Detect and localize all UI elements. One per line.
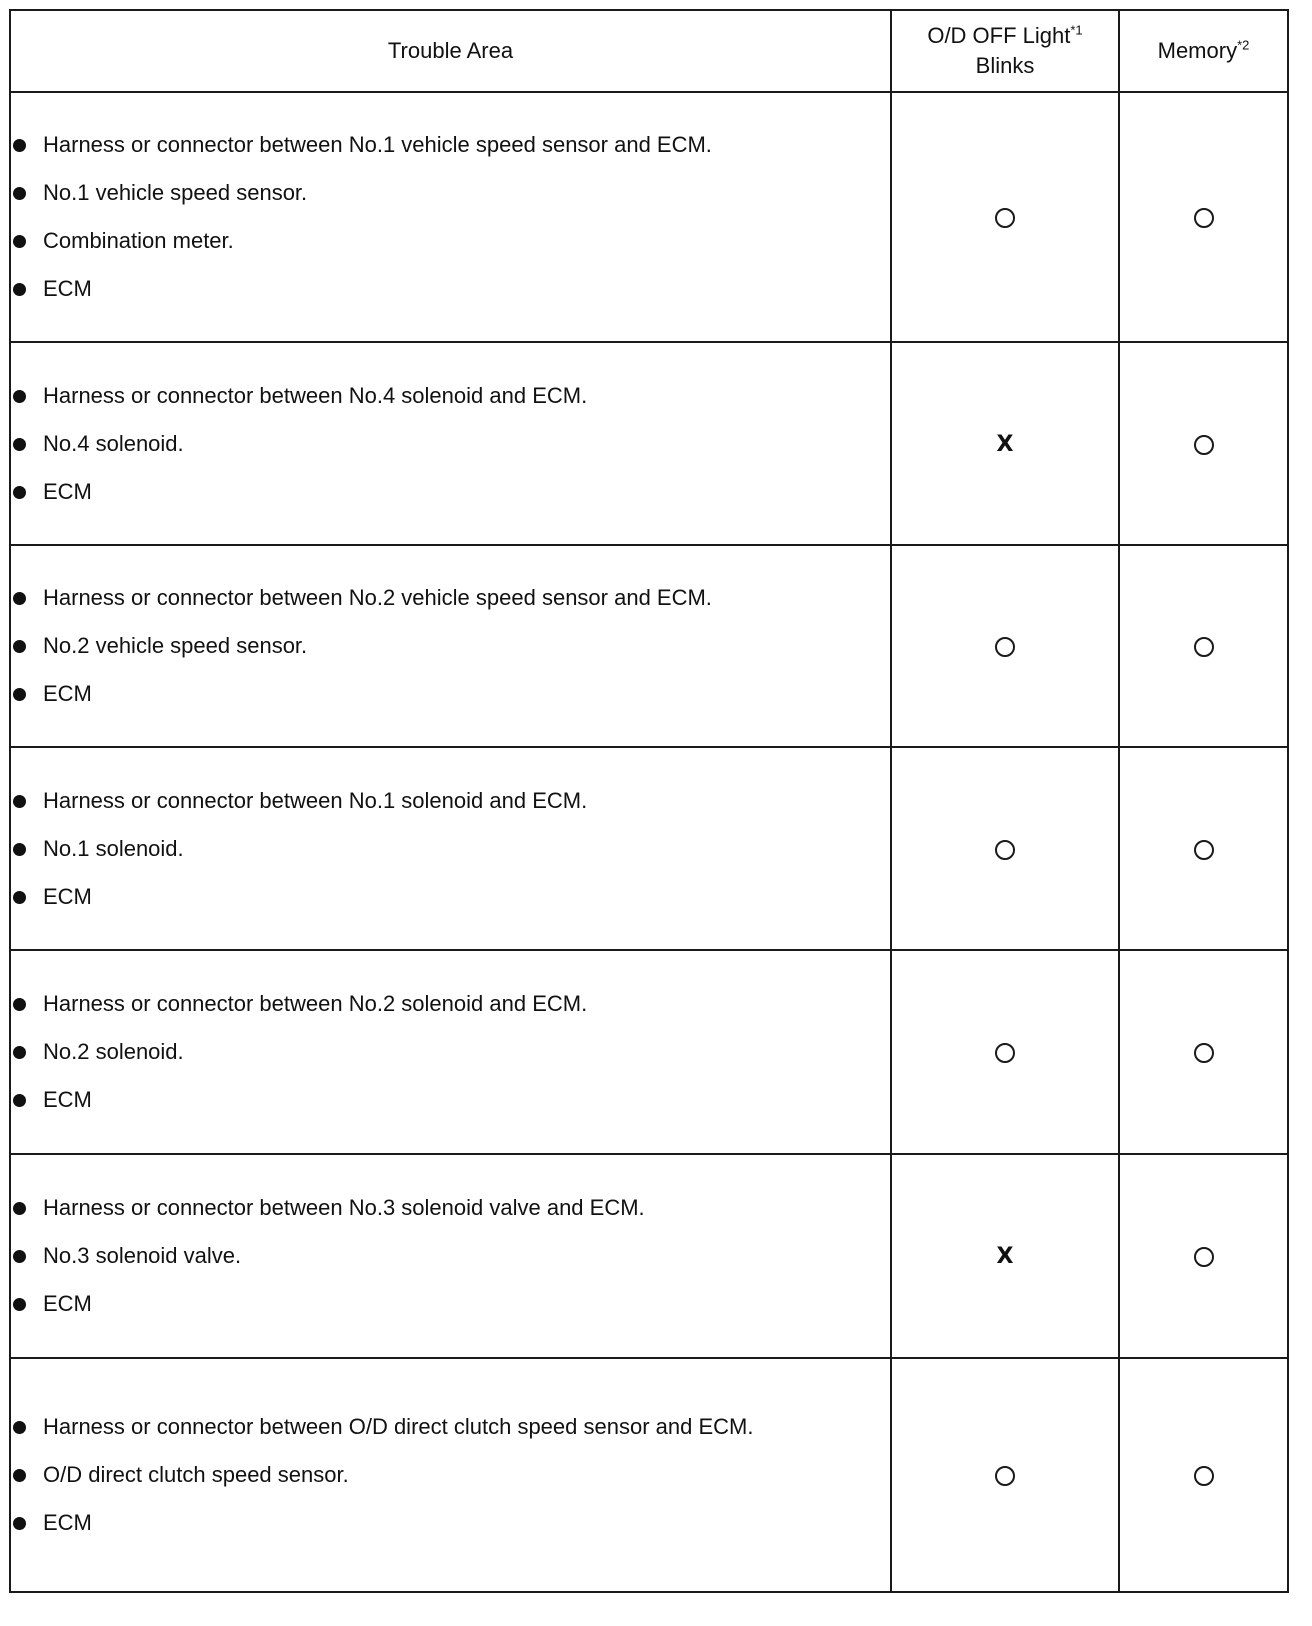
trouble-area-list (11, 121, 890, 313)
list-item-text: ECM (43, 883, 92, 909)
bullet-icon (13, 438, 26, 451)
x-mark: X (996, 1244, 1014, 1269)
x-mark: X (996, 431, 1014, 457)
od-off-light-cell (891, 545, 1119, 747)
header-trouble-area-label: Trouble Area (387, 38, 514, 63)
circle-icon (1194, 435, 1214, 455)
list-item (11, 169, 890, 217)
bullet-icon (13, 998, 26, 1011)
bullet-icon (13, 1421, 26, 1434)
trouble-area-cell (10, 545, 891, 747)
bullet-icon (13, 843, 26, 856)
circle-icon (1194, 1466, 1214, 1486)
table-header-row (10, 10, 1288, 92)
table-row (10, 1154, 1288, 1358)
bullet-icon (13, 1202, 26, 1215)
bullet-icon (13, 1298, 26, 1311)
od-off-light-cell (891, 1358, 1119, 1592)
circle-icon (1194, 637, 1214, 657)
bullet-icon (13, 688, 26, 701)
circle-icon (1194, 208, 1214, 228)
trouble-table-sheet (9, 9, 1287, 1613)
od-off-light-cell (891, 950, 1119, 1154)
memory-cell (1119, 1358, 1288, 1592)
circle-icon (995, 1466, 1015, 1486)
header-trouble-area (10, 10, 891, 92)
list-item (11, 873, 890, 921)
header-od-line1: O/D OFF Light (927, 23, 1071, 48)
list-item (11, 420, 890, 468)
memory-cell (1119, 747, 1288, 950)
trouble-area-cell (10, 342, 891, 545)
list-item (11, 1280, 890, 1328)
list-item (11, 1184, 890, 1232)
trouble-area-list (11, 574, 890, 718)
od-off-light-cell (891, 747, 1119, 950)
circle-icon (1194, 1043, 1214, 1063)
bullet-icon (13, 390, 26, 403)
table-row (10, 342, 1288, 545)
list-item-text: ECM (43, 478, 92, 504)
circle-icon (1194, 1247, 1214, 1267)
trouble-area-table (9, 9, 1289, 1593)
list-item-text: No.3 solenoid valve. (43, 1243, 242, 1268)
bullet-icon (13, 139, 26, 152)
list-item (11, 670, 890, 718)
trouble-area-list (11, 1184, 890, 1328)
bullet-icon (13, 486, 26, 499)
bullet-icon (13, 640, 26, 653)
circle-icon (1194, 840, 1214, 860)
header-memory-footnote: *2 (1237, 37, 1250, 53)
bullet-icon (13, 1094, 26, 1107)
trouble-area-list (11, 1403, 890, 1547)
list-item-text: Combination meter. (43, 228, 234, 253)
list-item (11, 1076, 890, 1124)
bullet-icon (13, 235, 26, 248)
bullet-icon (13, 1469, 26, 1482)
trouble-area-cell (10, 92, 891, 342)
list-item (11, 121, 890, 169)
circle-icon (995, 208, 1015, 228)
header-memory-label: Memory (1157, 38, 1238, 63)
list-item-text: ECM (43, 1291, 92, 1316)
list-item (11, 1232, 890, 1280)
circle-icon (995, 1043, 1015, 1063)
list-item (11, 217, 890, 265)
od-off-light-cell (891, 342, 1119, 545)
list-item (11, 372, 890, 420)
memory-cell (1119, 92, 1288, 342)
memory-cell (1119, 950, 1288, 1154)
list-item-text: Harness or connector between O/D direct clutch speed sensor and ECM. (43, 1414, 754, 1439)
header-od-footnote: *1 (1070, 22, 1083, 38)
list-item-text: ECM (43, 276, 92, 301)
memory-cell (1119, 342, 1288, 545)
od-off-light-cell (891, 92, 1119, 342)
list-item-text: No.1 solenoid. (43, 835, 184, 861)
bullet-icon (13, 1046, 26, 1059)
list-item-text: No.2 solenoid. (43, 1039, 184, 1064)
list-item (11, 468, 890, 516)
list-item-text: No.2 vehicle speed sensor. (43, 633, 308, 658)
list-item (11, 1451, 890, 1499)
list-item (11, 1028, 890, 1076)
table-row (10, 747, 1288, 950)
bullet-icon (13, 1250, 26, 1263)
table-row (10, 92, 1288, 342)
list-item-text: Harness or connector between No.1 vehicle speed sensor and ECM. (43, 132, 712, 157)
list-item (11, 980, 890, 1028)
od-off-light-cell (891, 1154, 1119, 1358)
memory-cell (1119, 545, 1288, 747)
trouble-area-list (11, 777, 890, 921)
trouble-area-cell (10, 950, 891, 1154)
list-item-text: Harness or connector between No.1 solenoid and ECM. (43, 787, 588, 813)
trouble-area-cell (10, 1154, 891, 1358)
list-item (11, 574, 890, 622)
list-item-text: No.4 solenoid. (43, 430, 184, 456)
list-item-text: Harness or connector between No.2 vehicle speed sensor and ECM. (43, 585, 712, 610)
header-od-line2: Blinks (975, 53, 1035, 78)
bullet-icon (13, 283, 26, 296)
table-row (10, 545, 1288, 747)
list-item-text: O/D direct clutch speed sensor. (43, 1462, 349, 1487)
table-body (10, 92, 1288, 1592)
bullet-icon (13, 187, 26, 200)
list-item-text: ECM (43, 1510, 92, 1535)
list-item (11, 622, 890, 670)
list-item (11, 825, 890, 873)
trouble-area-list (11, 980, 890, 1124)
list-item-text: Harness or connector between No.3 solenoid valve and ECM. (43, 1195, 645, 1220)
list-item (11, 1403, 890, 1451)
trouble-area-cell (10, 1358, 891, 1592)
header-memory (1119, 10, 1288, 92)
list-item (11, 777, 890, 825)
table-row (10, 1358, 1288, 1592)
bullet-icon (13, 1517, 26, 1530)
list-item (11, 1499, 890, 1547)
bullet-icon (13, 891, 26, 904)
memory-cell (1119, 1154, 1288, 1358)
list-item-text: No.1 vehicle speed sensor. (43, 180, 308, 205)
circle-icon (995, 840, 1015, 860)
trouble-area-list (11, 372, 890, 516)
bullet-icon (13, 592, 26, 605)
list-item-text: Harness or connector between No.2 solenoid and ECM. (43, 991, 588, 1016)
list-item-text: ECM (43, 681, 92, 706)
list-item-text: ECM (43, 1087, 92, 1112)
table-row (10, 950, 1288, 1154)
list-item (11, 265, 890, 313)
trouble-area-cell (10, 747, 891, 950)
header-od-off-light (891, 10, 1119, 92)
circle-icon (995, 637, 1015, 657)
list-item-text: Harness or connector between No.4 solenoid and ECM. (43, 382, 588, 408)
bullet-icon (13, 795, 26, 808)
